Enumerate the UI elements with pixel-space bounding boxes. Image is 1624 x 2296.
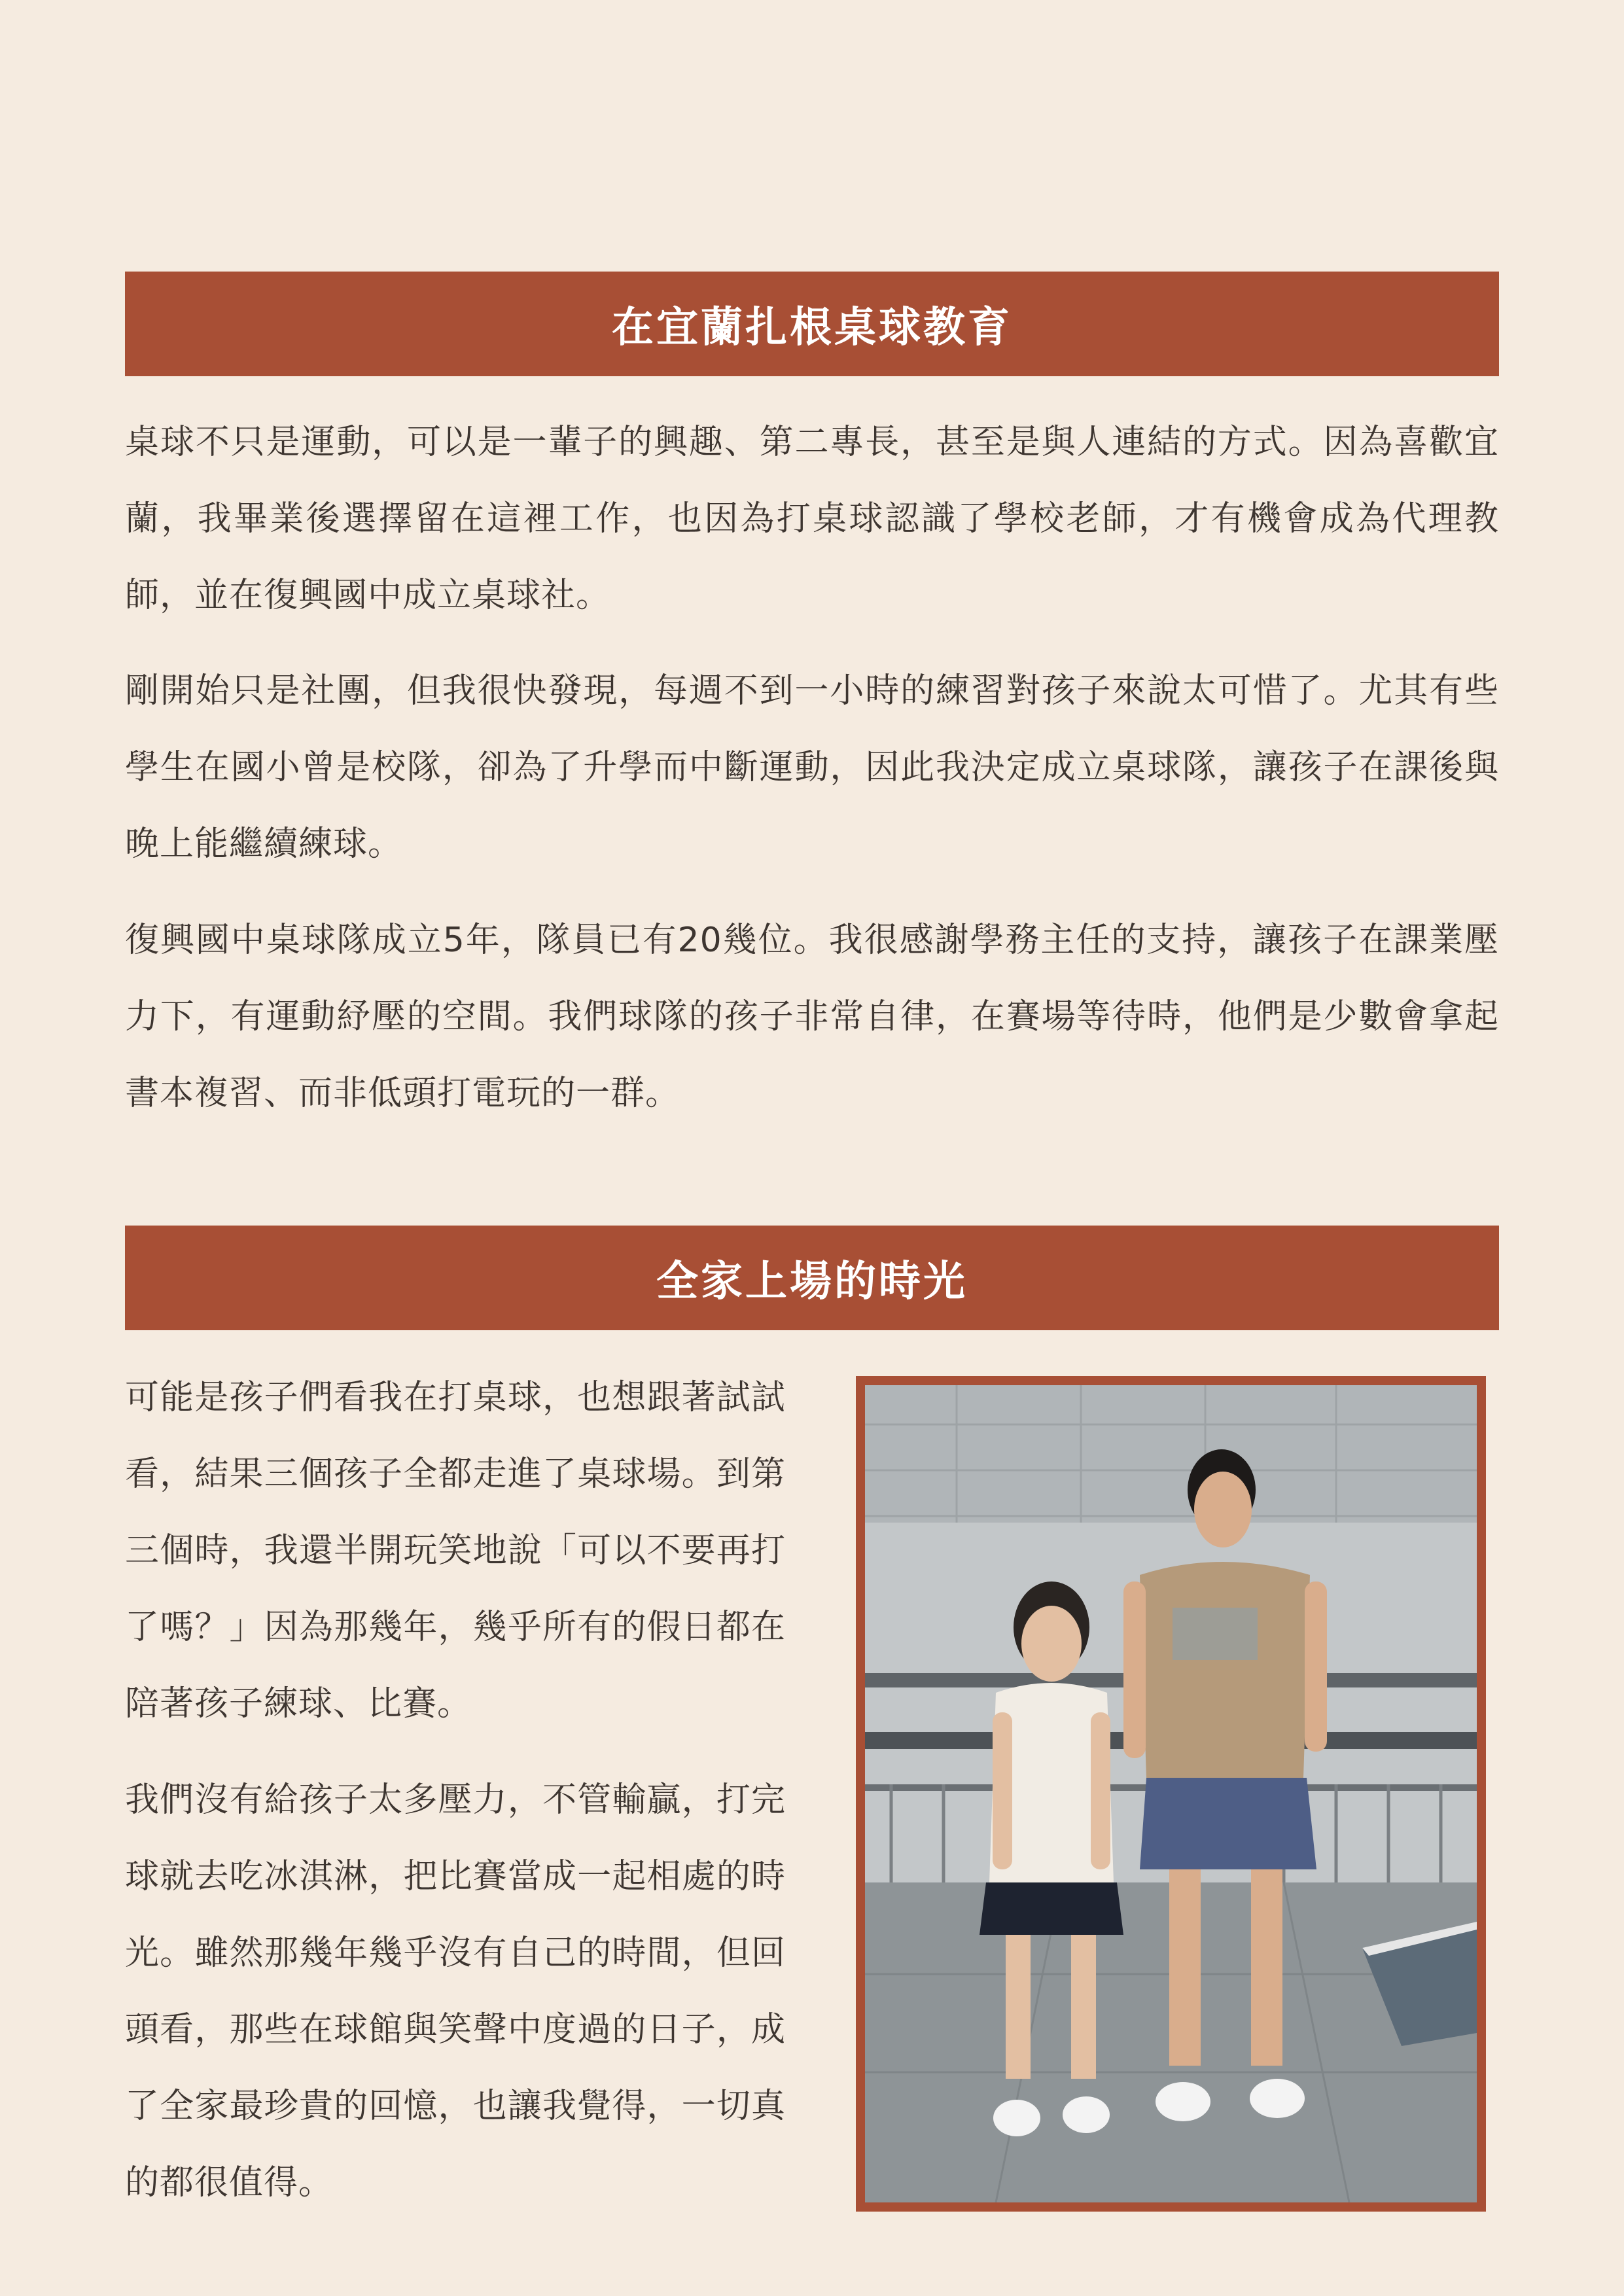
paragraph-1-2: 剛開始只是社團，但我很快發現，每週不到一小時的練習對孩子來說太可惜了。尤其有些學生在國小曾是校隊，卻為了升學而中斷運動，因此我決定成立桌球隊，讓孩子在課後與晚上能繼續練球。 [125, 671, 1499, 864]
section-header-1 [125, 272, 1499, 376]
section-header-2 [125, 1226, 1499, 1330]
section-title-1: 在宜蘭扎根桌球教育 [612, 304, 1012, 352]
photo-frame [856, 1376, 1486, 2212]
section-title-2: 全家上場的時光 [656, 1258, 968, 1306]
photo-illustration [865, 1385, 1477, 2202]
paragraph-2-2: 我們沒有給孩子太多壓力，不管輸贏，打完球就去吃冰淇淋，把比賽當成一起相處的時光。雖然那幾年幾乎沒有自己的時間，但回頭看，那些在球館與笑聲中度過的日子，成了全家最珍貴的回憶，也讓我覺得，一切真的都很值得。 [125, 1780, 786, 2202]
family-photo [865, 1385, 1477, 2202]
paragraph-1-1: 桌球不只是運動，可以是一輩子的興趣、第二專長，甚至是與人連結的方式。因為喜歡宜蘭，我畢業後選擇留在這裡工作，也因為打桌球認識了學校老師，才有機會成為代理教師，並在復興國中成立桌球社。 [125, 423, 1499, 615]
paragraph-2-1: 可能是孩子們看我在打桌球，也想跟著試試看，結果三個孩子全都走進了桌球場。到第三個時，我還半開玩笑地說「可以不要再打了嗎？」因為那幾年，幾乎所有的假日都在陪著孩子練球、比賽。 [125, 1378, 786, 1723]
paragraph-1-3: 復興國中桌球隊成立5年，隊員已有20幾位。我很感謝學務主任的支持，讓孩子在課業壓力下，有運動紓壓的空間。我們球隊的孩子非常自律，在賽場等待時，他們是少數會拿起書本複習、而非低頭打電玩的一群。 [125, 921, 1499, 1113]
